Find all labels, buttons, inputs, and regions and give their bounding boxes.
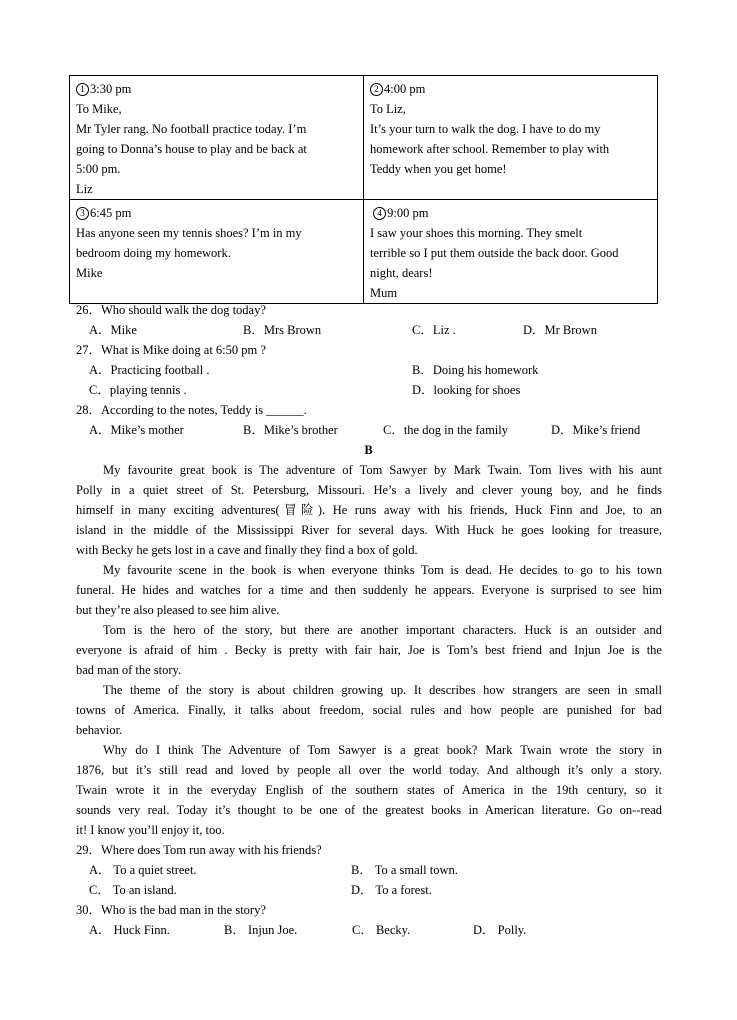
- passage-paragraph-3: [76, 620, 662, 680]
- question-27: 27．What is Mike doing at 6:50 pm ?: [76, 343, 266, 357]
- option-a: A．Mike’s mother: [89, 423, 184, 437]
- option-a: A． To a quiet street.: [89, 863, 197, 877]
- passage-paragraph-2: [76, 560, 662, 620]
- passage-line: Twain wrote it in the everyday English of the southern states of America in the 19th century, so it: [76, 783, 662, 797]
- passage-line: 1876, but it’s still read and loved by people all over the world today. And although it’s only a story.: [76, 763, 662, 777]
- note-number: 1: [76, 83, 89, 96]
- note-time: 3:30 pm: [90, 82, 132, 96]
- option-c: C． To an island.: [89, 883, 177, 897]
- option-c: C． Becky.: [352, 923, 411, 937]
- passage-line: My favourite great book is The adventure of Tom Sawyer by Mark Twain. Tom lives with his aunt: [103, 463, 662, 477]
- note-line: going to Donna’s house to play and be back at: [76, 142, 307, 156]
- passage-line: funeral. He hides and watches for a time and then suddenly he appears. Everyone is surprised to see him: [76, 583, 662, 597]
- passage-line: island in the middle of the Mississippi River for several days. With Huck he goes looking for treasure,: [76, 523, 662, 537]
- section-heading: B: [364, 443, 373, 457]
- passage-line: it! I know you’ll enjoy it, too.: [76, 823, 225, 837]
- passage-line: with Becky he gets lost in a cave and finally they find a box of gold.: [76, 543, 418, 557]
- passage-paragraph-1: [76, 460, 662, 560]
- note-line: I saw your shoes this morning. They smelt: [370, 226, 583, 240]
- option-d: D． Polly.: [473, 923, 527, 937]
- passage-line: My favourite scene in the book is when everyone thinks Tom is dead. He decides to go to his town: [103, 563, 662, 577]
- note-2: [364, 76, 658, 200]
- note-line: Teddy when you get home!: [370, 162, 507, 176]
- option-a: A．Practicing football .: [89, 363, 210, 377]
- question-28: 28．According to the notes, Teddy is ______.: [76, 403, 307, 417]
- note-line: To Mike,: [76, 102, 122, 116]
- note-3: [70, 200, 364, 304]
- note-line: Has anyone seen my tennis shoes? I’m in my: [76, 226, 302, 240]
- option-d: D．Mr Brown: [523, 323, 597, 337]
- option-d: D．looking for shoes: [412, 383, 521, 397]
- option-d: D． To a forest.: [351, 883, 432, 897]
- note-signature: Liz: [76, 182, 93, 196]
- option-c: C．Liz .: [412, 323, 456, 337]
- passage-line: but they’re also pleased to see him alive.: [76, 603, 280, 617]
- note-line: To Liz,: [370, 102, 406, 116]
- option-b: B．Mike’s brother: [243, 423, 338, 437]
- passage-paragraph-5: [76, 740, 662, 840]
- note-time: 6:45 pm: [90, 206, 132, 220]
- note-signature: Mike: [76, 266, 103, 280]
- passage-line: behavior.: [76, 723, 123, 737]
- passage-line: sounds very real. Today it’s thought to be one of the greatest books in American literature. Go on--read: [76, 803, 662, 817]
- passage-line: Why do I think The Adventure of Tom Sawyer is a great book? Mark Twain wrote the story in: [103, 743, 662, 757]
- passage-line: everyone is afraid of him . Becky is pretty with fair hair, Joe is Tom’s best friend and Injun Joe is the: [76, 643, 662, 657]
- question-26: 26．Who should walk the dog today?: [76, 303, 266, 317]
- passage-line: Polly in a quiet street of St. Petersburg, Missouri. He’s a lively and clever young boy, and he finds: [76, 483, 662, 497]
- option-b: B．Mrs Brown: [243, 323, 322, 337]
- option-b: B． To a small town.: [351, 863, 458, 877]
- note-number: 3: [76, 207, 89, 220]
- note-1: [70, 76, 364, 200]
- question-29: 29．Where does Tom run away with his friends?: [76, 843, 322, 857]
- note-line: Mr Tyler rang. No football practice today. I’m: [76, 122, 307, 136]
- note-number: 2: [370, 83, 383, 96]
- note-4: [364, 200, 658, 304]
- note-line: 5:00 pm.: [76, 162, 121, 176]
- notes-table: [69, 75, 658, 304]
- note-line: homework after school. Remember to play with: [370, 142, 610, 156]
- passage-line: Tom is the hero of the story, but there are another important characters. Huck is an outsider and: [103, 623, 662, 637]
- option-a: A． Huck Finn.: [89, 923, 170, 937]
- note-line: terrible so I put them outside the back door. Good: [370, 246, 619, 260]
- passage-line: The theme of the story is about children growing up. It describes how strangers are seen in small: [103, 683, 662, 697]
- option-a: A．Mike: [89, 323, 137, 337]
- passage-line: himself in many exciting adventures(冒险). He runs away with his friends, Huck Finn and Joe, to an: [76, 503, 662, 517]
- note-signature: Mum: [370, 286, 398, 300]
- passage-line: towns of America. Finally, it talks about freedom, social rules and how people are punished for bad: [76, 703, 662, 717]
- note-line: It’s your turn to walk the dog. I have to do my: [370, 122, 601, 136]
- question-30: 30．Who is the bad man in the story?: [76, 903, 266, 917]
- passage-line: bad man of the story.: [76, 663, 182, 677]
- option-c: C．the dog in the family: [383, 423, 508, 437]
- option-c: C．playing tennis .: [89, 383, 187, 397]
- note-line: night, dears!: [370, 266, 433, 280]
- option-b: B．Doing his homework: [412, 363, 539, 377]
- passage-paragraph-4: [76, 680, 662, 740]
- note-time: 4:00 pm: [384, 82, 426, 96]
- note-number: 4: [373, 207, 386, 220]
- option-d: D．Mike’s friend: [551, 423, 641, 437]
- note-time: 9:00 pm: [387, 206, 429, 220]
- option-b: B． Injun Joe.: [224, 923, 298, 937]
- note-line: bedroom doing my homework.: [76, 246, 231, 260]
